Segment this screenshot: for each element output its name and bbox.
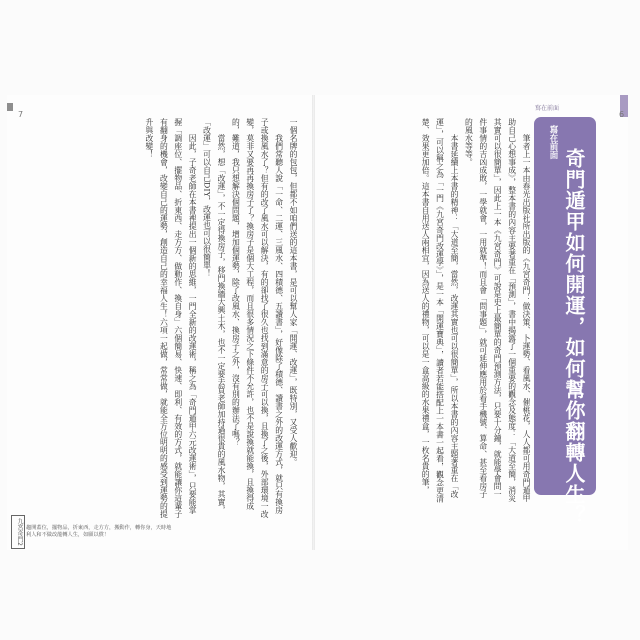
body-paragraph: 一個名牌的包包，但都不如咱們送的這本書，是可以幫人家「開運、改運」，既特別，又受人歡迎。 <box>289 118 298 467</box>
left-body-text <box>38 118 300 518</box>
right-body-text <box>348 118 533 503</box>
body-paragraph: 筆者上一本由春光出版社所出版的《九宮奇門：做決策、卜運勢、看風水、催桃花，人人都可用奇門遁甲助自己心想事成》，整本書的內容主要著重在「預測」，書中揭露了一個重要的觀念及態度：「大道至簡，消災其實可以很簡單」，因此上一本《九宮奇門》可說是史上最簡單的奇門預測方法，只要十分鐘，就能學會問一件事情的吉凶成敗，一學就會，一用就準！而且會「問事題」，就可延伸應用於看手機號、算命、甚至看房子的風水等等。 <box>464 118 531 503</box>
right-page-number: 6 <box>619 110 625 119</box>
left-page-number: 7 <box>18 110 24 119</box>
body-paragraph: 本書延續上本書的精神：「大道至簡，當然，改運其實也可以很簡單」，所以本書的內容主題著重在「改運」，可以稱之為「一門《九宮奇門改運學》」，是一本「開運寶典」，讀者若能搭配上一本書一起看，觀念更清楚、效果更加倍。這本書自用送人兩相宜，因為送人的禮物，可以是一盒高級的水果禮盒，一枚名貴的筆， <box>421 118 459 503</box>
running-header: 寫在前面 <box>535 105 560 112</box>
body-paragraph: 我們常聽人說「一命、二運、三風水、四積德、五讀書」，好像除了積德、讀書之外的改運方式，就只有換房子或換風水了？但有的改了風水可以解決，有的卻找了很久也找到滿意的房子可以換，且換了之後，外部環境一改變，莫非又要再再換房子了？換房子是個大工程，而且很多情況之下條件不允許，也不是說換就能換，且換得成的，難道，我只想解決個問題，增加個運勢，除了改風水、換房子之外，沒有別的辦法了嗎？ <box>231 118 284 518</box>
page-footer-note: 趨開蓋位，擺物品，折東西，走方方，搬動作，轉你身，天時地利人和不做改龍轉人生，如願以償！ <box>26 525 172 538</box>
chapter-kicker: 寫在前面 <box>548 125 558 159</box>
book-series-label: 九宮奇門2 <box>11 515 25 549</box>
book-gutter <box>312 95 315 550</box>
body-paragraph: 當然，想「改運」，不一定得換房子，移門換牆大興土木，也不一定要去買老師加持過很貴的風水物，其實，「改運」可以自己DIY，改運也可以很簡單！ <box>202 118 226 514</box>
body-paragraph: 因此，子奇老師在本書裡提出一個新的思維，一門全新的改運術，稱之為「奇門遁甲六元改運術」，只要能掌握「調座位、擺物品、折東西、走方方、做動作、換自身」六個簡易、快速、即利、有效的方式，就能讓你這輩子有翻身的機會，改變自己的運勢，創造自己的幸福人生！六項一起做，常常做，就能全方位明明的感受到運勢的提升與改變！ <box>144 118 198 518</box>
chapter-title: 奇門遁甲如何開運，如何幫你翻轉人生？ <box>562 148 586 526</box>
left-edge-tab <box>7 103 13 111</box>
